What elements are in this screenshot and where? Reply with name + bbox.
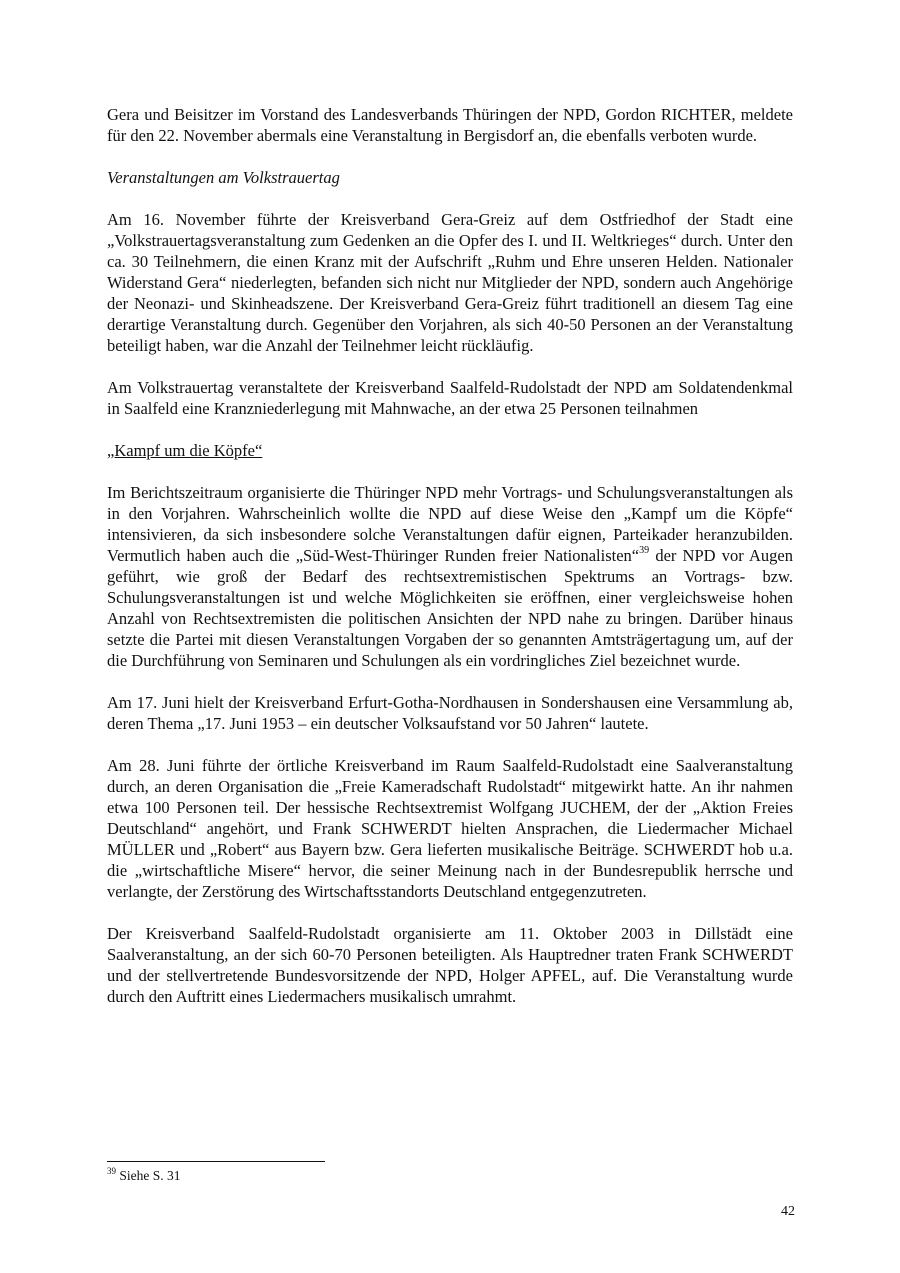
paragraph: Am Volkstrauertag veranstaltete der Kreisverband Saalfeld-Rudolstadt der NPD am Soldatendenkmal in Saalfeld eine Kranzniederlegung mit Mahnwache, an der etwa 25 Personen teilnahmen xyxy=(107,378,793,418)
footnote-number: 39 xyxy=(107,1165,116,1176)
paragraph xyxy=(107,482,793,671)
footnote xyxy=(107,1167,181,1185)
paragraph: Am 28. Juni führte der örtliche Kreisverband im Raum Saalfeld-Rudolstadt eine Saalveranstaltung durch, an deren Organisation die „Freie Kameradschaft Rudolstadt“ mitgewirkt hatte. An ihr nahmen etwa 100 Personen teil. Der hessische Rechtsextremist Wolfgang JUCHEM, der der „Aktion Freies Deutschland“ angehört, und Frank SCHWERDT hielten Ansprachen, die Liedermacher Michael MÜLLER und „Robert“ aus Bayern bzw. Gera lieferten musikalische Beiträge. SCHWERDT hob u.a. die „wirtschaftliche Misere“ hervor, die seiner Meinung nach in der Bundesrepublik herrsche und verlangte, der Zerstörung des Wirtschaftsstandorts Deutschland entgegenzutreten. xyxy=(107,756,793,901)
paragraph: Der Kreisverband Saalfeld-Rudolstadt organisierte am 11. Oktober 2003 in Dillstädt eine Saalveranstaltung, an der sich 60-70 Personen beteiligten. Als Hauptredner traten Frank SCHWERDT und der stellvertretende Bundesvorsitzende der NPD, Holger APFEL, auf. Die Veranstaltung wurde durch den Auftritt eines Liedermachers musikalisch umrahmt. xyxy=(107,924,793,1006)
underlined-heading-text: „Kampf um die Köpfe“ xyxy=(107,441,263,460)
section-heading-volkstrauertag: Veranstaltungen am Volkstrauertag xyxy=(107,168,340,187)
page-number: 42 xyxy=(781,1204,795,1219)
footnote-text: Siehe S. 31 xyxy=(116,1168,181,1183)
paragraph: Am 16. November führte der Kreisverband Gera-Greiz auf dem Ostfriedhof der Stadt eine „Volkstrauertagsveranstaltung zum Gedenken an die Opfer des I. und II. Weltkrieges“ durch. Unter den ca. 30 Teilnehmern, die einen Kranz mit der Aufschrift „Ruhm und Ehre unseren Helden. Nationaler Widerstand Gera“ niederlegten, befanden sich nicht nur Mitglieder der NPD, sondern auch Angehörige der Neonazi- und Skinheadszene. Der Kreisverband Gera-Greiz führt traditionell an diesem Tag eine derartige Veranstaltung durch. Gegenüber den Vorjahren, als sich 40-50 Personen an der Veranstaltung beteiligt haben, war die Anzahl der Teilnehmer leicht rückläufig. xyxy=(107,210,793,355)
paragraph-text: Im Berichtszeitraum organisierte die Thüringer NPD mehr Vortrags- und Schulungsveranstaltungen als in den Vorjahren. Wahrscheinlich wollte die NPD auf diese Weise den „Kampf um die Köpfe“ intensivieren, da sich insbesondere solche Veranstaltungen dafür eignen, Parteikader heranzubilden. Vermutlich haben auch die „Süd-West-Thüringer Runden freier Nationalisten“ xyxy=(107,483,793,565)
paragraph: Am 17. Juni hielt der Kreisverband Erfurt-Gotha-Nordhausen in Sondershausen eine Versammlung ab, deren Thema „17. Juni 1953 – ein deutscher Volksaufstand vor 50 Jahren“ lautete. xyxy=(107,693,793,733)
footnote-reference[interactable]: 39 xyxy=(639,544,650,556)
section-heading-kampf-um-die-koepfe xyxy=(107,440,793,461)
paragraph-text: der NPD vor Augen geführt, wie groß der Bedarf des rechtsextremistischen Spektrums an Vortrags- bzw. Schulungsveranstaltungen ist und welche Möglichkeiten sie eröffnen, einer vergleichsweise hohen Anzahl von Rechtsextremisten die politischen Ansichten der NPD nahe zu bringen. Darüber hinaus setzte die Partei mit diesen Veranstaltungen Vorgaben der so genannten Amtsträgertagung um, auf der die Durchführung von Seminaren und Schulungen als ein vordringliches Ziel bezeichnet wurde. xyxy=(107,546,793,670)
paragraph: Gera und Beisitzer im Vorstand des Landesverbands Thüringen der NPD, Gordon RICHTER, meldete für den 22. November abermals eine Veranstaltung in Bergisdorf an, die ebenfalls verboten wurde. xyxy=(107,105,793,145)
body-text xyxy=(107,104,793,1007)
footnote-divider xyxy=(107,1161,325,1162)
